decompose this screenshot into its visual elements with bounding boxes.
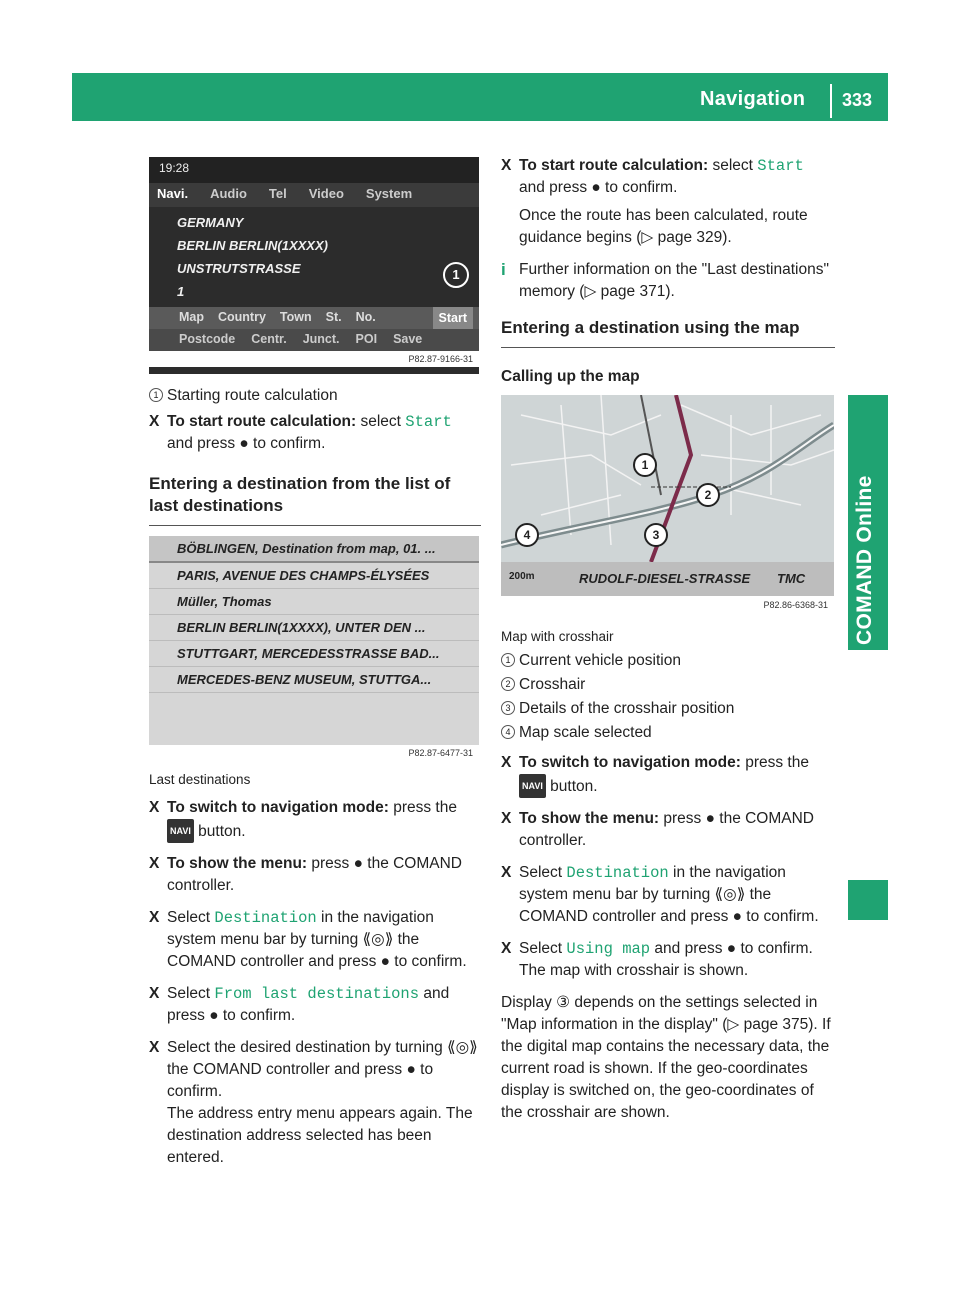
image-ref: P82.87-9166-31: [149, 351, 479, 367]
step-marker: X: [501, 864, 512, 881]
step-marker: X: [149, 909, 160, 926]
step-text: select: [708, 157, 758, 174]
step-label: To switch to navigation mode:: [519, 754, 741, 771]
nav-item-map[interactable]: Map: [179, 310, 204, 324]
address-list: [149, 207, 479, 307]
menu-navi[interactable]: Navi.: [157, 186, 189, 201]
step-label: To start route calculation:: [167, 413, 357, 430]
nav-item-start[interactable]: Start: [433, 307, 473, 329]
callout-2: 2: [696, 483, 720, 507]
image-ref: P82.87-6477-31: [149, 745, 479, 761]
destination-item[interactable]: MERCEDES-BENZ MUSEUM, STUTTGA...: [149, 667, 479, 693]
step-note: The address entry menu appears again. The destination address selected has been entered.: [167, 1105, 473, 1166]
step-text: Select the desired destination by turning ⟪◎⟫ the COMAND controller and press ● to confirm.: [167, 1039, 478, 1100]
step-marker: X: [501, 157, 512, 174]
page-number: 333: [842, 90, 873, 110]
callout-number: 1: [149, 388, 163, 402]
info-icon: i: [501, 260, 506, 279]
figure-caption: Map with crosshair: [501, 629, 614, 644]
menu-video[interactable]: Video: [308, 186, 344, 201]
main-menu-bar: [149, 183, 479, 207]
step-marker: X: [501, 940, 512, 957]
nav-menu-bar-2: [149, 329, 479, 351]
step-text: press ● the COMAND controller.: [167, 855, 463, 894]
street-name: RUDOLF-DIESEL-STRASSE: [579, 571, 751, 586]
step-text: press the: [388, 799, 457, 816]
menu-ref-start: Start: [757, 157, 804, 175]
navi-button-icon: NAVI: [167, 819, 194, 843]
step-text: and press ● to confirm.: [650, 940, 813, 957]
destination-item[interactable]: BERLIN BERLIN(1XXXX), UNTER DEN ...: [149, 615, 479, 641]
info-text: Further information on the "Last destinations" memory (▷ page 371).: [519, 261, 829, 300]
step-marker: X: [501, 810, 512, 827]
step-marker: X: [149, 1039, 160, 1056]
header-divider: [830, 84, 832, 118]
step-marker: X: [501, 754, 512, 771]
body-paragraph: Display ③ depends on the settings selected in "Map information in the display" (▷ page 375). If the digital map contains the necessary data, the current road is shown. If the geo-coordinates display is switched on, the geo-coordinates of the crosshair are shown.: [501, 994, 831, 1121]
step-text: and press ● to confirm.: [167, 435, 326, 452]
callout-text: Details of the crosshair position: [519, 700, 735, 717]
callout-text: Starting route calculation: [167, 387, 338, 404]
nav-item-centre[interactable]: Centr.: [251, 332, 287, 346]
menu-system[interactable]: System: [365, 186, 413, 201]
chapter-label: COMAND Online: [853, 475, 876, 645]
step-text: and press ● to confirm.: [167, 985, 450, 1024]
navi-button-icon: NAVI: [519, 774, 546, 798]
step-text: Select: [519, 864, 567, 881]
section-heading: Entering a destination using the map: [501, 317, 835, 348]
callout-number: 1: [501, 653, 515, 667]
step-marker: X: [149, 855, 160, 872]
nav-menu-bar: [149, 307, 479, 329]
menu-ref-last-destinations: From last destinations: [214, 985, 420, 1003]
step-text: Select: [167, 985, 215, 1002]
step-text: button.: [545, 778, 598, 795]
address-street[interactable]: UNSTRUTSTRASSE: [177, 261, 301, 276]
step-text: press the: [740, 754, 809, 771]
nav-item-country[interactable]: Country: [218, 310, 266, 324]
step-label: To switch to navigation mode:: [167, 799, 389, 816]
step-text: select: [356, 413, 406, 430]
step-note: The map with crosshair is shown.: [519, 962, 749, 979]
step-text: and press ● to confirm.: [519, 179, 678, 196]
menu-ref-start: Start: [405, 413, 452, 431]
menu-ref-destination: Destination: [566, 864, 669, 882]
comand-screen-address: [149, 157, 479, 374]
step-note: Once the route has been calculated, route guidance begins (▷ page 329).: [519, 207, 808, 246]
step-text: button.: [193, 823, 246, 840]
callout-number: 2: [501, 677, 515, 691]
step-text: in the navigation system menu bar by turning ⟪◎⟫ the COMAND controller and press ● to confirm.: [167, 909, 467, 970]
destination-item[interactable]: BÖBLINGEN, Destination from map, 01. ...: [149, 536, 479, 563]
callout-text: Crosshair: [519, 676, 586, 693]
destination-item[interactable]: STUTTGART, MERCEDESSTRASSE BAD...: [149, 641, 479, 667]
subsection-heading: Calling up the map: [501, 368, 640, 385]
step-text: press ● the COMAND controller.: [519, 810, 815, 849]
address-country[interactable]: GERMANY: [177, 215, 244, 230]
clock: 19:28: [159, 161, 190, 175]
map-info-bar: [501, 562, 834, 596]
nav-item-street[interactable]: St.: [325, 310, 342, 324]
step-label: To show the menu:: [167, 855, 308, 872]
menu-ref-destination: Destination: [214, 909, 317, 927]
callout-text: Map scale selected: [519, 724, 652, 741]
map-scale[interactable]: 200m: [509, 571, 535, 582]
callout-1: 1: [443, 262, 469, 288]
menu-ref-using-map: Using map: [566, 940, 651, 958]
tmc-indicator: TMC: [777, 571, 806, 586]
section-title: Navigation: [700, 88, 806, 110]
callout-number: 3: [501, 701, 515, 715]
callout-4: 4: [515, 523, 539, 547]
figure-caption: Last destinations: [149, 772, 251, 787]
callout-number: 4: [501, 725, 515, 739]
nav-item-poi[interactable]: POI: [355, 332, 378, 346]
address-town[interactable]: BERLIN BERLIN(1XXXX): [177, 238, 328, 253]
step-marker: X: [149, 985, 160, 1002]
step-text: Select: [167, 909, 215, 926]
step-marker: X: [149, 413, 160, 430]
menu-tel[interactable]: Tel: [268, 186, 287, 201]
chapter-marker: [848, 880, 888, 920]
callout-3: 3: [644, 523, 668, 547]
nav-item-number[interactable]: No.: [355, 310, 376, 324]
callout-1: 1: [633, 453, 657, 477]
destination-item[interactable]: Müller, Thomas: [149, 589, 479, 615]
last-destinations-screen: [149, 536, 479, 761]
step-text: in the navigation system menu bar by turning ⟪◎⟫ the COMAND controller and press ● to confirm.: [519, 864, 819, 925]
menu-audio[interactable]: Audio: [210, 186, 247, 201]
step-label: To show the menu:: [519, 810, 660, 827]
step-text: Select: [519, 940, 567, 957]
callout-text: Current vehicle position: [519, 652, 681, 669]
nav-item-junction[interactable]: Junct.: [302, 332, 340, 346]
step-marker: X: [149, 799, 160, 816]
destination-item[interactable]: PARIS, AVENUE DES CHAMPS-ÉLYSÉES: [149, 563, 479, 589]
section-heading: Entering a destination from the list of last destinations: [149, 473, 481, 526]
nav-item-save[interactable]: Save: [393, 332, 423, 346]
nav-item-postcode[interactable]: Postcode: [179, 332, 236, 346]
address-number[interactable]: 1: [177, 284, 185, 299]
step-label: To start route calculation:: [519, 157, 709, 174]
image-ref: P82.86-6368-31: [501, 596, 834, 616]
nav-item-town[interactable]: Town: [279, 310, 312, 324]
map-screen: [501, 395, 834, 616]
